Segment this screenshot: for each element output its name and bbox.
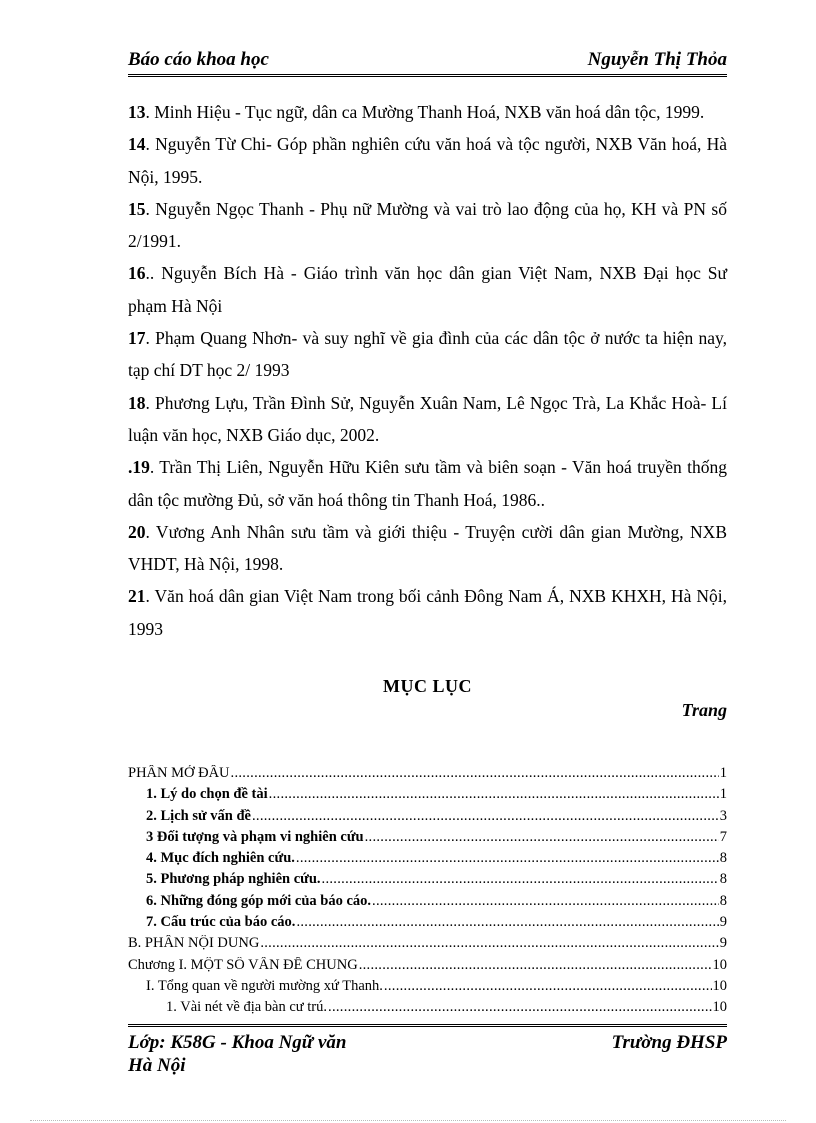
toc-entry[interactable] [128,808,727,829]
reference-text: Nguyễn Bích Hà - Giáo trình văn học dân gian Việt Nam, NXB Đại học Sư phạm Hà Nội [128,263,727,316]
header-author: Nguyễn Thị Thỏa [587,49,727,70]
reference-number: 21 [128,586,146,607]
toc-entry-page: 8 [719,871,727,888]
page-header [128,47,727,77]
toc-leader-dots [260,935,718,952]
toc-entry[interactable] [128,935,727,956]
toc-entry-label: B. PHẦN NỘI DUNG [128,935,260,952]
header-title: Báo cáo khoa học [128,49,269,70]
page-footer [128,1024,727,1077]
toc-entry-page: 7 [719,828,727,845]
reference-item [128,322,727,387]
toc-entry-label: 3 Đối tượng và phạm vi nghiên cứu [146,828,364,845]
reference-item [128,193,727,258]
footer-city: Hà Nội [128,1055,186,1076]
reference-text: Phạm Quang Nhơn- và suy nghĩ về gia đình của các dân tộc ở nước ta hiện nay, tạp chí DT học 2/ 1993 [128,328,727,381]
reference-separator: .. [145,263,155,284]
toc-entry-page: 1 [719,765,727,781]
toc-entry[interactable] [128,871,727,892]
toc-entry-label: 2. Lịch sử vấn đề [146,807,251,824]
reference-number: 16 [128,263,146,284]
reference-separator: . [145,102,150,122]
toc-leader-dots [322,871,719,888]
reference-separator: . [145,586,150,607]
reference-text: Vương Anh Nhân sưu tầm và giới thiệu - Truyện cười dân gian Mường, NXB VHDT, Hà Nội, 1998. [128,521,727,575]
reference-item [128,257,727,322]
table-of-contents [128,765,727,1021]
reference-number: 17 [128,328,146,349]
toc-leader-dots [296,914,718,931]
toc-entry[interactable] [128,957,727,978]
reference-text: Minh Hiệu - Tục ngữ, dân ca Mường Thanh Hoá, NXB văn hoá dân tộc, 1999. [149,102,705,122]
toc-entry-label: 1. Lý do chọn đề tài [146,786,268,803]
toc-leader-dots [269,786,719,803]
toc-entry-page: 9 [719,914,727,931]
reference-separator: . [145,521,150,542]
toc-entry-label: 4. Mục đích nghiên cứu. [146,850,295,867]
toc-entry[interactable] [128,978,727,999]
toc-entry-label: Chương I. MỘT SỐ VẤN ĐỀ CHUNG [128,956,358,973]
toc-entry-label: PHẦN MỞ ĐẦU [128,765,230,781]
reference-list [128,96,727,645]
reference-text: Nguyễn Ngọc Thanh - Phụ nữ Mường và vai trò lao động của họ, KH và PN số 2/1991. [128,198,727,252]
toc-entry-label: 1. Vài nét về địa bàn cư trú. [166,999,328,1016]
toc-entry[interactable] [128,999,727,1020]
reference-separator: . [149,457,155,478]
toc-entry-label: I. Tổng quan về người mường xứ Thanh. [146,977,383,994]
reference-separator: . [145,198,150,219]
toc-leader-dots [372,893,719,910]
toc-entry-page: 3 [719,807,727,824]
toc-leader-dots [252,808,719,825]
toc-entry[interactable] [128,850,727,871]
toc-leader-dots [365,829,719,846]
toc-leader-dots [384,978,712,995]
toc-entry[interactable] [128,914,727,935]
toc-entry[interactable] [128,829,727,850]
toc-entry-page: 1 [719,786,727,803]
reference-item [128,516,727,581]
reference-separator: . [145,328,150,349]
reference-number: 13 [128,102,146,122]
reference-number: 20 [128,521,146,542]
reference-separator: . [145,134,150,155]
toc-leader-dots [296,850,719,867]
toc-entry[interactable] [128,893,727,914]
reference-item [128,96,727,128]
reference-number: 15 [128,198,146,219]
reference-item [128,580,727,645]
toc-entry-page: 10 [712,977,727,994]
reference-text: Văn hoá dân gian Việt Nam trong bối cảnh Đông Nam Á, NXB KHXH, Hà Nội, 1993 [128,586,727,639]
reference-text: Nguyễn Từ Chi- Góp phần nghiên cứu văn hoá và tộc người, NXB Văn hoá, Hà Nội, 1995. [128,134,727,187]
footer-class: Lớp: K58G - Khoa Ngữ văn [128,1032,347,1053]
toc-leader-dots [328,999,711,1016]
toc-entry-page: 9 [719,935,727,952]
toc-page-label: Trang [681,700,727,720]
reference-item [128,128,727,193]
toc-entry-page: 8 [719,850,727,867]
toc-leader-dots [359,957,712,974]
reference-text: Phương Lựu, Trần Đình Sử, Nguyễn Xuân Nam, Lê Ngọc Trà, La Khắc Hoà- Lí luận văn học, NXB Giáo dục, 2002. [128,392,727,445]
toc-entry-page: 8 [719,892,727,909]
reference-number: 14 [128,134,146,155]
toc-entry-page: 10 [712,999,727,1016]
toc-entry-label: 7. Cấu trúc của báo cáo. [146,914,296,931]
toc-entry-label: 6. Những đóng góp mới của báo cáo. [146,892,372,909]
toc-leader-dots [231,765,719,782]
reference-separator: . [145,392,150,413]
toc-title: MỤC LỤC [383,676,472,696]
toc-entry[interactable] [128,765,727,786]
toc-entry-label: 5. Phương pháp nghiên cứu. [146,871,321,888]
reference-text: Trần Thị Liên, Nguyễn Hữu Kiên sưu tầm và biên soạn - Văn hoá truyền thống dân tộc mường Đủ, sở văn hoá thông tin Thanh Hoá, 1986.. [128,457,727,510]
footer-school: Trường ĐHSP [611,1032,727,1053]
toc-entry[interactable] [128,786,727,807]
reference-number: 18 [128,392,146,413]
reference-number: .19 [128,457,150,478]
reference-item [128,451,727,516]
reference-item [128,387,727,452]
toc-entry-page: 10 [712,956,727,973]
page-bottom-divider [30,1120,786,1121]
